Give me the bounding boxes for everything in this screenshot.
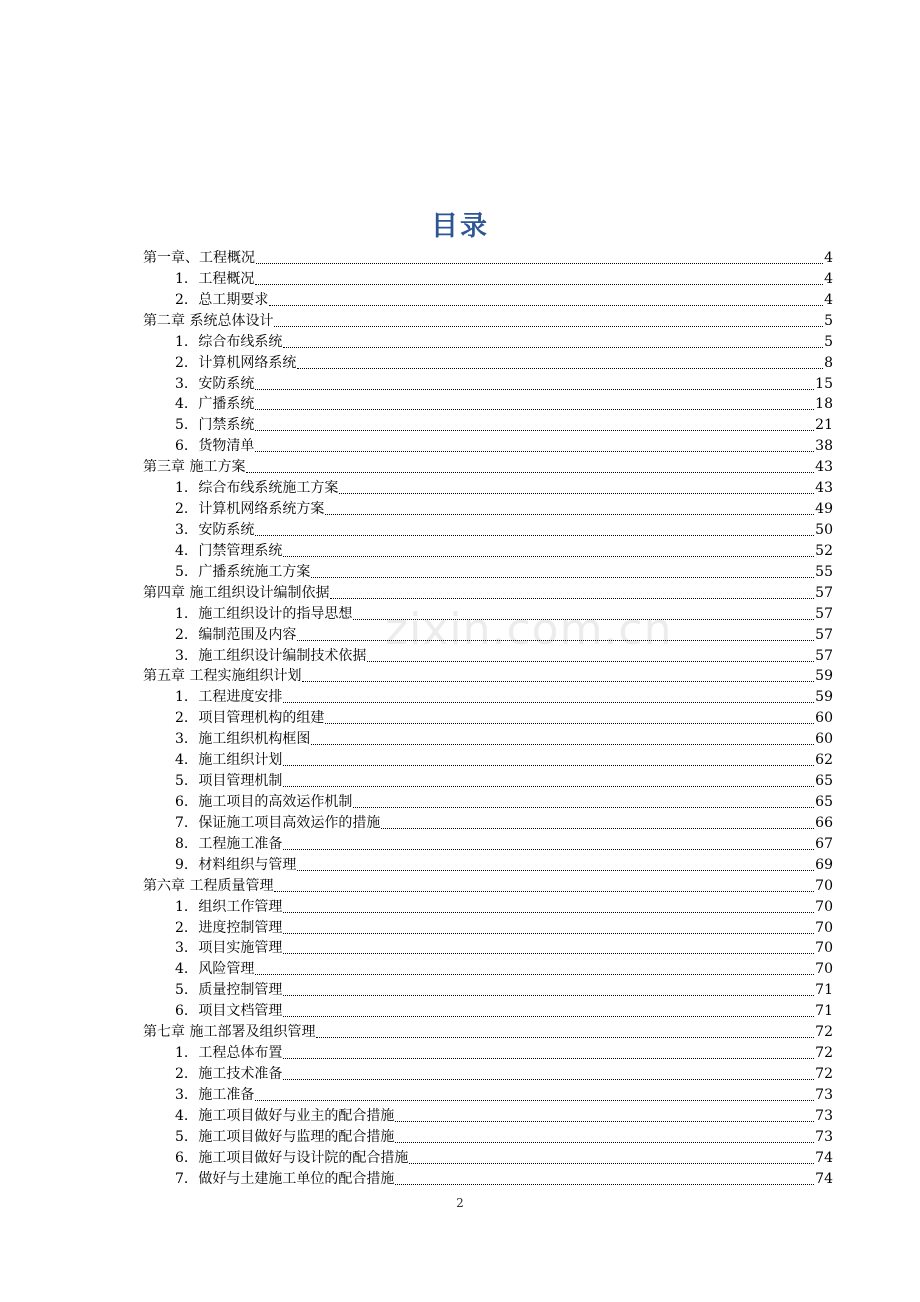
toc-page-number: 8 (824, 354, 833, 371)
toc-page-number: 43 (815, 480, 833, 497)
toc-dot-leader (353, 605, 814, 620)
toc-chapter-entry[interactable] (143, 583, 833, 604)
toc-entry-number: 3. (175, 731, 189, 748)
toc-dot-leader (339, 479, 814, 494)
page-title: 目录 (431, 211, 489, 242)
toc-entry-title: 工程进度安排 (198, 689, 283, 706)
toc-page-number: 73 (815, 1107, 833, 1124)
toc-section-entry[interactable] (143, 1064, 833, 1085)
toc-section-entry[interactable] (143, 374, 833, 395)
toc-dot-leader (395, 1107, 814, 1122)
toc-page-number: 69 (815, 856, 833, 873)
toc-entry-title: 第三章 施工方案 (143, 459, 246, 476)
toc-entry-title: 项目管理机构的组建 (198, 710, 325, 727)
toc-page-number: 57 (815, 626, 833, 643)
toc-entry-title: 做好与土建施工单位的配合措施 (198, 1170, 395, 1187)
toc-page-number: 66 (815, 814, 833, 831)
toc-entry-title: 第二章 系统总体设计 (143, 312, 274, 329)
toc-chapter-entry[interactable] (143, 876, 833, 897)
toc-page-number: 60 (815, 731, 833, 748)
toc-dot-leader (283, 981, 814, 996)
toc-entry-title: 综合布线系统施工方案 (198, 480, 339, 497)
toc-section-entry[interactable] (143, 687, 833, 708)
toc-section-entry[interactable] (143, 604, 833, 625)
toc-dot-leader (311, 563, 814, 578)
toc-dot-leader (353, 793, 814, 808)
toc-dot-leader (395, 1128, 814, 1143)
toc-section-entry[interactable] (143, 415, 833, 436)
toc-entry-number: 7. (175, 1170, 189, 1187)
toc-entry-title: 第七章 施工部署及组织管理 (143, 1024, 316, 1041)
toc-entry-title: 施工组织计划 (198, 752, 283, 769)
toc-section-entry[interactable] (143, 1043, 833, 1064)
toc-entry-number: 9. (175, 856, 189, 873)
toc-dot-leader (283, 898, 814, 913)
toc-page-number: 70 (815, 877, 833, 894)
toc-entry-number: 2. (175, 1065, 189, 1082)
toc-section-entry[interactable] (143, 729, 833, 750)
toc-page-number: 71 (815, 1003, 833, 1020)
toc-section-entry[interactable] (143, 353, 833, 374)
toc-dot-leader (255, 521, 814, 536)
toc-dot-leader (255, 960, 814, 975)
toc-entry-title: 门禁系统 (198, 417, 255, 434)
toc-entry-title: 工程概况 (198, 270, 255, 287)
toc-section-entry[interactable] (143, 646, 833, 667)
toc-dot-leader (255, 416, 814, 431)
toc-entry-number: 2. (175, 626, 189, 643)
toc-entry-title: 项目文档管理 (198, 1003, 283, 1020)
toc-page-number: 72 (815, 1065, 833, 1082)
toc-entry-title: 保证施工项目高效运作的措施 (198, 814, 381, 831)
toc-entry-number: 2. (175, 291, 189, 308)
toc-dot-leader (283, 919, 814, 934)
toc-section-entry[interactable] (143, 792, 833, 813)
toc-entry-title: 施工项目做好与监理的配合措施 (198, 1128, 395, 1145)
toc-entry-title: 施工组织设计的指导思想 (198, 605, 353, 622)
toc-section-entry[interactable] (143, 1148, 833, 1169)
toc-section-entry[interactable] (143, 1085, 833, 1106)
toc-chapter-entry[interactable] (143, 311, 833, 332)
toc-entry-number: 2. (175, 710, 189, 727)
toc-section-entry[interactable] (143, 938, 833, 959)
toc-page-number: 73 (815, 1128, 833, 1145)
toc-page-number: 43 (815, 459, 833, 476)
toc-dot-leader (246, 458, 814, 473)
toc-entry-number: 3. (175, 521, 189, 538)
toc-entry-number: 8. (175, 835, 189, 852)
toc-entry-number: 4. (175, 752, 189, 769)
toc-page-number: 74 (815, 1170, 833, 1187)
toc-entry-title: 综合布线系统 (198, 333, 283, 350)
toc-dot-leader (255, 1086, 814, 1101)
toc-page-number: 4 (824, 291, 833, 308)
toc-dot-leader (255, 270, 823, 285)
toc-dot-leader (325, 500, 814, 515)
toc-section-entry[interactable] (143, 1106, 833, 1127)
toc-section-entry[interactable] (143, 918, 833, 939)
toc-dot-leader (367, 647, 814, 662)
toc-dot-leader (283, 688, 814, 703)
toc-dot-leader (269, 291, 823, 306)
toc-section-entry[interactable] (143, 834, 833, 855)
toc-entry-title: 广播系统施工方案 (198, 563, 311, 580)
toc-entry-number: 3. (175, 647, 189, 664)
toc-section-entry[interactable] (143, 436, 833, 457)
toc-section-entry[interactable] (143, 708, 833, 729)
toc-page-number: 74 (815, 1149, 833, 1166)
toc-page-number: 59 (815, 689, 833, 706)
toc-page-number: 21 (815, 417, 833, 434)
toc-page-number: 49 (815, 501, 833, 518)
toc-dot-leader (283, 772, 814, 787)
toc-dot-leader (256, 249, 823, 264)
toc-dot-leader (283, 939, 814, 954)
toc-entry-title: 风险管理 (198, 961, 255, 978)
toc-page-number: 65 (815, 773, 833, 790)
toc-entry-title: 总工期要求 (198, 291, 269, 308)
toc-page-number: 70 (815, 961, 833, 978)
toc-entry-number: 1. (175, 898, 189, 915)
toc-entry-title: 安防系统 (198, 375, 255, 392)
toc-page-number: 59 (815, 668, 833, 685)
toc-entry-title: 材料组织与管理 (198, 856, 297, 873)
toc-page-number: 70 (815, 940, 833, 957)
toc-entry-title: 计算机网络系统 (198, 354, 297, 371)
toc-dot-leader (311, 730, 814, 745)
toc-section-entry[interactable] (143, 813, 833, 834)
toc-entry-title: 第五章 工程实施组织计划 (143, 668, 302, 685)
toc-page-number: 70 (815, 898, 833, 915)
toc-page-number: 70 (815, 919, 833, 936)
toc-dot-leader (297, 626, 814, 641)
toc-section-entry[interactable] (143, 541, 833, 562)
toc-dot-leader (283, 835, 814, 850)
toc-section-entry[interactable] (143, 959, 833, 980)
toc-entry-title: 施工组织设计编制技术依据 (198, 647, 367, 664)
toc-entry-number: 1. (175, 480, 189, 497)
toc-dot-leader (381, 814, 814, 829)
toc-section-entry[interactable] (143, 269, 833, 290)
toc-dot-leader (283, 1044, 814, 1059)
toc-dot-leader (283, 1065, 814, 1080)
toc-chapter-entry[interactable] (143, 1022, 833, 1043)
toc-entry-number: 6. (175, 1149, 189, 1166)
toc-page-number: 72 (815, 1024, 833, 1041)
toc-page-number: 71 (815, 982, 833, 999)
toc-page-number: 73 (815, 1086, 833, 1103)
toc-page-number: 50 (815, 521, 833, 538)
toc-entry-title: 安防系统 (198, 521, 255, 538)
toc-section-entry[interactable] (143, 1169, 833, 1190)
toc-entry-title: 货物清单 (198, 438, 255, 455)
toc-entry-title: 组织工作管理 (198, 898, 283, 915)
toc-page-number: 55 (815, 563, 833, 580)
toc-entry-title: 施工项目做好与业主的配合措施 (198, 1107, 395, 1124)
toc-page-number: 57 (815, 605, 833, 622)
toc-entry-number: 5. (175, 563, 189, 580)
toc-dot-leader (325, 709, 814, 724)
toc-entry-title: 施工项目的高效运作机制 (198, 793, 353, 810)
toc-dot-leader (297, 856, 814, 871)
toc-section-entry[interactable] (143, 394, 833, 415)
toc-section-entry[interactable] (143, 478, 833, 499)
toc-entry-number: 1. (175, 689, 189, 706)
toc-page-number: 67 (815, 835, 833, 852)
toc-entry-number: 5. (175, 1128, 189, 1145)
toc-entry-number: 1. (175, 1045, 189, 1062)
toc-dot-leader (274, 312, 823, 327)
toc-page-number: 72 (815, 1045, 833, 1062)
toc-entry-title: 工程总体布置 (198, 1045, 283, 1062)
toc-dot-leader (283, 542, 814, 557)
toc-section-entry[interactable] (143, 290, 833, 311)
toc-page-number: 5 (824, 333, 833, 350)
toc-dot-leader (409, 1149, 814, 1164)
toc-entry-title: 编制范围及内容 (198, 626, 297, 643)
toc-dot-leader (330, 584, 814, 599)
toc-entry-number: 6. (175, 1003, 189, 1020)
toc-entry-title: 项目实施管理 (198, 940, 283, 957)
toc-section-entry[interactable] (143, 520, 833, 541)
toc-section-entry[interactable] (143, 771, 833, 792)
toc-entry-title: 施工组织机构框图 (198, 731, 311, 748)
toc-entry-title: 第六章 工程质量管理 (143, 877, 274, 894)
toc-page-number: 57 (815, 584, 833, 601)
toc-section-entry[interactable] (143, 332, 833, 353)
toc-page-number: 4 (824, 270, 833, 287)
toc-entry-title: 施工项目做好与设计院的配合措施 (198, 1149, 409, 1166)
toc-entry-number: 1. (175, 270, 189, 287)
toc-section-entry[interactable] (143, 855, 833, 876)
toc-entry-number: 7. (175, 814, 189, 831)
toc-entry-title: 质量控制管理 (198, 982, 283, 999)
toc-entry-title: 施工技术准备 (198, 1065, 283, 1082)
toc-dot-leader (283, 751, 814, 766)
toc-entry-number: 6. (175, 793, 189, 810)
toc-dot-leader (255, 395, 814, 410)
toc-entry-number: 4. (175, 961, 189, 978)
toc-dot-leader (283, 1002, 814, 1017)
toc-page-number: 4 (824, 250, 833, 266)
toc-entry-number: 1. (175, 333, 189, 350)
toc-entry-title: 第四章 施工组织设计编制依据 (143, 584, 330, 601)
table-of-contents (143, 248, 833, 1189)
toc-section-entry[interactable] (143, 750, 833, 771)
toc-entry-number: 2. (175, 919, 189, 936)
toc-entry-title: 门禁管理系统 (198, 542, 283, 559)
toc-entry-number: 4. (175, 1107, 189, 1124)
toc-entry-number: 3. (175, 375, 189, 392)
toc-entry-number: 6. (175, 438, 189, 455)
toc-entry-title: 第一章、工程概况 (143, 250, 255, 266)
toc-entry-number: 3. (175, 1086, 189, 1103)
watermark: zixin.com.cn (385, 604, 673, 655)
toc-dot-leader (255, 375, 814, 390)
toc-chapter-entry[interactable] (143, 666, 833, 687)
toc-dot-leader (274, 877, 814, 892)
toc-entry-number: 5. (175, 982, 189, 999)
toc-entry-title: 进度控制管理 (198, 919, 283, 936)
toc-section-entry[interactable] (143, 625, 833, 646)
toc-section-entry[interactable] (143, 980, 833, 1001)
toc-entry-number: 1. (175, 605, 189, 622)
toc-entry-title: 项目管理机制 (198, 773, 283, 790)
toc-entry-title: 广播系统 (198, 396, 255, 413)
toc-page-number: 62 (815, 752, 833, 769)
toc-section-entry[interactable] (143, 897, 833, 918)
toc-entry-number: 2. (175, 354, 189, 371)
toc-dot-leader (255, 437, 814, 452)
toc-section-entry[interactable] (143, 1127, 833, 1148)
toc-dot-leader (316, 1023, 814, 1038)
toc-entry-number: 4. (175, 396, 189, 413)
toc-entry-title: 施工准备 (198, 1086, 255, 1103)
page-number: 2 (456, 1196, 464, 1210)
toc-page-number: 65 (815, 793, 833, 810)
toc-dot-leader (297, 354, 823, 369)
toc-section-entry[interactable] (143, 499, 833, 520)
toc-entry-number: 2. (175, 501, 189, 518)
toc-page-number: 15 (815, 375, 833, 392)
toc-page-number: 38 (815, 438, 833, 455)
toc-page-number: 52 (815, 542, 833, 559)
toc-dot-leader (395, 1170, 814, 1185)
toc-page-number: 18 (815, 396, 833, 413)
toc-entry-number: 5. (175, 773, 189, 790)
toc-page-number: 57 (815, 647, 833, 664)
toc-dot-leader (302, 667, 814, 682)
toc-dot-leader (283, 333, 823, 348)
toc-entry-number: 4. (175, 542, 189, 559)
toc-entry-number: 5. (175, 417, 189, 434)
toc-section-entry[interactable] (143, 562, 833, 583)
toc-section-entry[interactable] (143, 1001, 833, 1022)
toc-entry-title: 计算机网络系统方案 (198, 501, 325, 518)
toc-page-number: 60 (815, 710, 833, 727)
toc-chapter-entry[interactable] (143, 457, 833, 478)
toc-entry-number: 3. (175, 940, 189, 957)
toc-entry-title: 工程施工准备 (198, 835, 283, 852)
toc-chapter-entry[interactable] (143, 248, 833, 269)
toc-page-number: 5 (824, 312, 833, 329)
